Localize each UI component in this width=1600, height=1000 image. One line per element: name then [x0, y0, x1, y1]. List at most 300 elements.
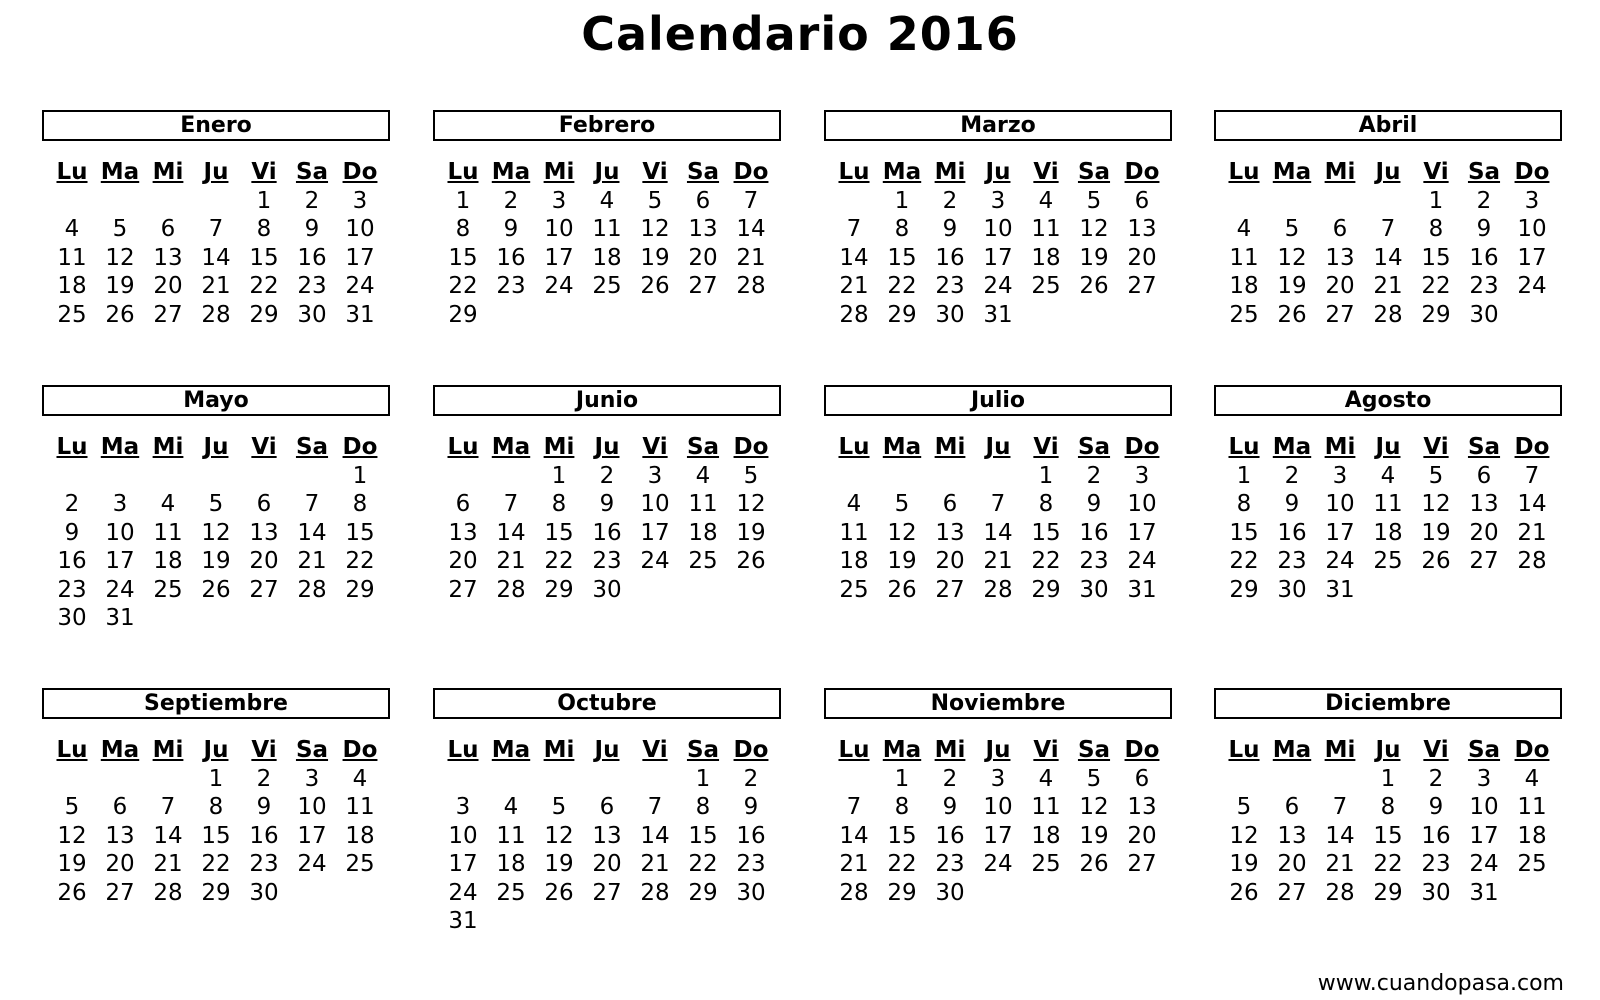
day-cell	[727, 907, 775, 935]
day-cell: 6	[1134, 766, 1150, 792]
weeks-grid	[1214, 462, 1562, 604]
month-block	[433, 385, 781, 604]
week-row	[830, 490, 1166, 518]
month-name: Abril	[1214, 110, 1562, 141]
day-cell: 24	[1127, 548, 1157, 575]
week-row	[830, 879, 1166, 907]
day-cell	[1508, 576, 1556, 604]
day-cell	[1364, 187, 1412, 215]
weeks-grid	[824, 765, 1172, 907]
day-cell: 29	[201, 879, 231, 906]
day-cell: 27	[935, 576, 965, 603]
day-cell: 17	[448, 851, 478, 878]
day-cell: 16	[496, 244, 526, 271]
weekday-label: Ma	[882, 159, 922, 185]
day-cell	[240, 604, 288, 632]
day-cell: 20	[1127, 244, 1157, 271]
day-cell	[439, 765, 487, 793]
week-row	[1220, 272, 1556, 300]
day-cell: 4	[1380, 463, 1396, 489]
week-row	[48, 301, 384, 329]
weekday-label: Do	[1124, 737, 1160, 763]
day-cell: 11	[1373, 491, 1403, 518]
day-cell: 20	[1469, 519, 1499, 546]
day-cell: 29	[887, 301, 917, 328]
day-cell: 29	[1031, 576, 1061, 603]
day-cell: 27	[249, 576, 279, 603]
day-cell	[1118, 879, 1166, 907]
day-cell: 13	[1127, 794, 1157, 821]
day-cell: 12	[57, 822, 87, 849]
day-cell: 15	[249, 244, 279, 271]
day-cell	[1070, 301, 1118, 329]
day-cell: 14	[496, 519, 526, 546]
day-cell: 31	[345, 301, 375, 328]
week-row	[1220, 462, 1556, 490]
day-cell	[1022, 301, 1070, 329]
day-cell: 8	[1236, 491, 1252, 518]
day-cell: 4	[846, 491, 862, 518]
day-cell: 24	[345, 273, 375, 300]
day-cell: 22	[249, 273, 279, 300]
day-cell: 24	[544, 273, 574, 300]
day-cell: 14	[297, 519, 327, 546]
day-cell	[679, 576, 727, 604]
day-cell	[288, 462, 336, 490]
month-name: Agosto	[1214, 385, 1562, 416]
day-cell: 9	[304, 216, 320, 243]
day-cell: 4	[1038, 766, 1054, 792]
week-row	[830, 462, 1166, 490]
week-row	[439, 519, 775, 547]
weekday-label: Lu	[56, 434, 88, 460]
weekday-label: Mi	[1324, 434, 1356, 460]
weekday-label: Vi	[1423, 737, 1449, 763]
month-block	[824, 110, 1172, 329]
week-row	[439, 301, 775, 329]
day-cell: 5	[112, 216, 128, 243]
day-cell: 15	[448, 244, 478, 271]
day-cell: 21	[839, 273, 869, 300]
day-cell	[1460, 576, 1508, 604]
day-cell: 12	[640, 216, 670, 243]
day-cell: 22	[345, 548, 375, 575]
day-cell: 29	[1421, 301, 1451, 328]
day-cell: 6	[1284, 794, 1300, 821]
day-cell: 13	[153, 244, 183, 271]
day-cell: 20	[1325, 273, 1355, 300]
day-cell	[1508, 301, 1556, 329]
day-cell: 28	[839, 879, 869, 906]
day-cell: 15	[1421, 244, 1451, 271]
weekday-label: Ju	[594, 737, 620, 763]
weekday-label: Ju	[203, 434, 229, 460]
weekday-label: Lu	[1228, 737, 1260, 763]
day-cell	[727, 301, 775, 329]
day-cell: 28	[640, 879, 670, 906]
day-cell	[1316, 765, 1364, 793]
day-cell	[288, 879, 336, 907]
day-cell: 8	[256, 216, 272, 243]
day-cell: 10	[544, 216, 574, 243]
week-row	[830, 765, 1166, 793]
day-cell: 19	[640, 244, 670, 271]
day-cell: 23	[1469, 273, 1499, 300]
day-cell: 27	[1325, 301, 1355, 328]
day-cell: 11	[153, 519, 183, 546]
day-cell: 4	[503, 794, 519, 821]
weekday-header-row	[42, 157, 390, 187]
day-cell: 19	[1421, 519, 1451, 546]
day-cell: 5	[1428, 463, 1444, 489]
day-cell: 22	[1421, 273, 1451, 300]
day-cell: 27	[1277, 879, 1307, 906]
day-cell: 12	[544, 822, 574, 849]
day-cell: 3	[990, 188, 1006, 214]
day-cell: 5	[894, 491, 910, 518]
day-cell: 16	[297, 244, 327, 271]
day-cell: 17	[1127, 519, 1157, 546]
week-row	[439, 765, 775, 793]
day-cell: 17	[1517, 244, 1547, 271]
day-cell: 18	[153, 548, 183, 575]
weekday-label: Vi	[1423, 434, 1449, 460]
day-cell: 22	[448, 273, 478, 300]
day-cell: 3	[1524, 188, 1540, 214]
day-cell	[144, 604, 192, 632]
month-block	[42, 110, 390, 329]
day-cell: 28	[201, 301, 231, 328]
weekday-label: Sa	[686, 434, 720, 460]
day-cell: 1	[208, 766, 224, 792]
weekday-label: Mi	[152, 159, 184, 185]
day-cell: 23	[1421, 851, 1451, 878]
weekday-label: Ma	[882, 434, 922, 460]
day-cell: 22	[1031, 548, 1061, 575]
weeks-grid	[1214, 765, 1562, 907]
week-row	[1220, 793, 1556, 821]
weekday-label: Lu	[838, 159, 870, 185]
weekday-label: Mi	[934, 159, 966, 185]
day-cell: 26	[1277, 301, 1307, 328]
week-row	[48, 793, 384, 821]
day-cell: 30	[1421, 879, 1451, 906]
day-cell: 15	[688, 822, 718, 849]
day-cell: 23	[297, 273, 327, 300]
day-cell: 5	[208, 491, 224, 518]
day-cell: 14	[1325, 822, 1355, 849]
day-cell: 26	[201, 576, 231, 603]
day-cell: 7	[503, 491, 519, 518]
day-cell: 23	[496, 273, 526, 300]
weekday-label: Vi	[642, 737, 668, 763]
weekday-label: Mi	[543, 434, 575, 460]
week-row	[1220, 244, 1556, 272]
week-row	[48, 604, 384, 632]
day-cell: 18	[592, 244, 622, 271]
day-cell: 30	[57, 604, 87, 631]
day-cell: 8	[1038, 491, 1054, 518]
day-cell: 24	[640, 548, 670, 575]
month-name: Marzo	[824, 110, 1172, 141]
day-cell: 7	[1380, 216, 1396, 243]
day-cell: 1	[352, 463, 368, 489]
day-cell: 7	[1332, 794, 1348, 821]
month-block	[824, 688, 1172, 907]
week-row	[439, 576, 775, 604]
day-cell: 30	[592, 576, 622, 603]
day-cell	[192, 462, 240, 490]
weekday-label: Ju	[594, 159, 620, 185]
day-cell: 16	[1079, 519, 1109, 546]
day-cell: 30	[736, 879, 766, 906]
week-row	[1220, 547, 1556, 575]
day-cell: 10	[1325, 491, 1355, 518]
day-cell	[631, 765, 679, 793]
day-cell: 5	[1086, 188, 1102, 214]
weekday-label: Lu	[447, 434, 479, 460]
day-cell	[144, 187, 192, 215]
weekday-label: Sa	[295, 434, 329, 460]
day-cell	[144, 462, 192, 490]
day-cell: 16	[1277, 519, 1307, 546]
day-cell: 26	[887, 576, 917, 603]
day-cell: 13	[105, 822, 135, 849]
day-cell: 25	[1229, 301, 1259, 328]
week-row	[48, 215, 384, 243]
day-cell: 16	[736, 822, 766, 849]
day-cell: 14	[640, 822, 670, 849]
day-cell: 23	[249, 851, 279, 878]
day-cell: 8	[695, 794, 711, 821]
day-cell: 8	[352, 491, 368, 518]
day-cell: 17	[345, 244, 375, 271]
week-row	[1220, 576, 1556, 604]
day-cell: 3	[1332, 463, 1348, 489]
month-block	[433, 110, 781, 329]
day-cell	[535, 907, 583, 935]
day-cell	[1508, 879, 1556, 907]
weekday-label: Do	[733, 434, 769, 460]
day-cell	[48, 765, 96, 793]
day-cell: 11	[345, 794, 375, 821]
day-cell: 24	[1325, 548, 1355, 575]
week-row	[439, 187, 775, 215]
week-row	[439, 547, 775, 575]
day-cell: 22	[1373, 851, 1403, 878]
month-block	[42, 385, 390, 632]
day-cell: 1	[1236, 463, 1252, 489]
day-cell: 4	[599, 188, 615, 214]
day-cell: 25	[592, 273, 622, 300]
day-cell	[631, 301, 679, 329]
day-cell: 20	[592, 851, 622, 878]
week-row	[439, 907, 775, 935]
day-cell: 4	[64, 216, 80, 243]
day-cell: 9	[1086, 491, 1102, 518]
day-cell	[487, 301, 535, 329]
day-cell: 17	[297, 822, 327, 849]
day-cell: 16	[1469, 244, 1499, 271]
weeks-grid	[1214, 187, 1562, 329]
day-cell	[288, 604, 336, 632]
day-cell: 3	[112, 491, 128, 518]
day-cell: 28	[983, 576, 1013, 603]
weekday-label: Sa	[295, 159, 329, 185]
week-row	[1220, 187, 1556, 215]
day-cell	[487, 765, 535, 793]
day-cell: 4	[160, 491, 176, 518]
day-cell: 8	[894, 216, 910, 243]
week-row	[830, 547, 1166, 575]
weekday-label: Ma	[491, 434, 531, 460]
weekday-label: Do	[733, 737, 769, 763]
day-cell: 21	[640, 851, 670, 878]
day-cell	[439, 462, 487, 490]
weekday-label: Ma	[1272, 737, 1312, 763]
day-cell: 21	[297, 548, 327, 575]
day-cell: 10	[983, 794, 1013, 821]
day-cell: 16	[1421, 822, 1451, 849]
weekday-label: Ju	[985, 159, 1011, 185]
page-title: Calendario 2016	[581, 7, 1019, 61]
day-cell: 20	[105, 851, 135, 878]
month-block	[1214, 110, 1562, 329]
day-cell: 26	[544, 879, 574, 906]
day-cell: 2	[1284, 463, 1300, 489]
weekday-header-row	[42, 432, 390, 462]
weekday-label: Vi	[1423, 159, 1449, 185]
day-cell: 23	[1079, 548, 1109, 575]
day-cell: 6	[160, 216, 176, 243]
day-cell: 13	[592, 822, 622, 849]
day-cell: 3	[455, 794, 471, 821]
day-cell: 2	[1476, 188, 1492, 214]
weekday-label: Do	[1514, 737, 1550, 763]
day-cell: 27	[688, 273, 718, 300]
week-row	[439, 272, 775, 300]
weekday-label: Sa	[686, 159, 720, 185]
month-block	[42, 688, 390, 907]
weekday-label: Mi	[152, 434, 184, 460]
day-cell: 9	[1284, 491, 1300, 518]
day-cell: 5	[1284, 216, 1300, 243]
week-row	[1220, 519, 1556, 547]
day-cell: 3	[304, 766, 320, 792]
day-cell: 16	[592, 519, 622, 546]
day-cell: 12	[1079, 794, 1109, 821]
day-cell: 11	[592, 216, 622, 243]
day-cell: 6	[256, 491, 272, 518]
day-cell: 12	[887, 519, 917, 546]
day-cell: 30	[1079, 576, 1109, 603]
day-cell: 31	[448, 907, 478, 934]
day-cell: 26	[1079, 273, 1109, 300]
day-cell	[48, 187, 96, 215]
weekday-label: Mi	[1324, 737, 1356, 763]
day-cell: 6	[599, 794, 615, 821]
day-cell	[1070, 879, 1118, 907]
day-cell: 21	[736, 244, 766, 271]
day-cell	[631, 576, 679, 604]
day-cell	[1268, 765, 1316, 793]
day-cell: 29	[448, 301, 478, 328]
day-cell: 27	[592, 879, 622, 906]
day-cell: 8	[1428, 216, 1444, 243]
day-cell: 6	[1332, 216, 1348, 243]
day-cell: 7	[743, 188, 759, 214]
week-row	[1220, 301, 1556, 329]
day-cell: 14	[153, 822, 183, 849]
day-cell: 22	[1229, 548, 1259, 575]
day-cell: 2	[942, 188, 958, 214]
day-cell: 19	[57, 851, 87, 878]
weeks-grid	[433, 765, 781, 935]
day-cell: 26	[57, 879, 87, 906]
day-cell: 15	[887, 244, 917, 271]
weekday-label: Lu	[838, 737, 870, 763]
day-cell: 8	[455, 216, 471, 243]
day-cell: 2	[743, 766, 759, 792]
week-row	[830, 822, 1166, 850]
day-cell: 18	[1373, 519, 1403, 546]
weekday-label: Do	[1514, 159, 1550, 185]
weekday-header-row	[1214, 157, 1562, 187]
day-cell: 23	[935, 851, 965, 878]
day-cell: 23	[1277, 548, 1307, 575]
week-row	[439, 462, 775, 490]
week-row	[830, 519, 1166, 547]
day-cell: 14	[839, 244, 869, 271]
day-cell: 23	[736, 851, 766, 878]
day-cell: 16	[935, 244, 965, 271]
day-cell: 7	[1524, 463, 1540, 489]
day-cell: 13	[935, 519, 965, 546]
day-cell: 3	[352, 188, 368, 214]
day-cell: 17	[544, 244, 574, 271]
day-cell: 7	[846, 794, 862, 821]
day-cell: 10	[1469, 794, 1499, 821]
weekday-label: Sa	[1467, 737, 1501, 763]
day-cell: 1	[1380, 766, 1396, 792]
weekday-label: Ma	[1272, 159, 1312, 185]
day-cell: 25	[1031, 273, 1061, 300]
weekday-label: Lu	[1228, 434, 1260, 460]
weekday-label: Ma	[100, 159, 140, 185]
month-block	[824, 385, 1172, 604]
day-cell: 15	[887, 822, 917, 849]
day-cell: 31	[105, 604, 135, 631]
day-cell: 18	[1031, 244, 1061, 271]
day-cell: 3	[1476, 766, 1492, 792]
week-row	[48, 576, 384, 604]
day-cell: 27	[1469, 548, 1499, 575]
day-cell: 7	[990, 491, 1006, 518]
day-cell: 17	[1325, 519, 1355, 546]
day-cell: 21	[1325, 851, 1355, 878]
day-cell: 18	[839, 548, 869, 575]
weekday-label: Do	[342, 434, 378, 460]
day-cell	[535, 301, 583, 329]
day-cell: 31	[983, 301, 1013, 328]
day-cell: 8	[1380, 794, 1396, 821]
day-cell: 30	[249, 879, 279, 906]
day-cell: 6	[942, 491, 958, 518]
day-cell: 30	[297, 301, 327, 328]
day-cell: 20	[1277, 851, 1307, 878]
day-cell: 13	[249, 519, 279, 546]
day-cell: 12	[1079, 216, 1109, 243]
